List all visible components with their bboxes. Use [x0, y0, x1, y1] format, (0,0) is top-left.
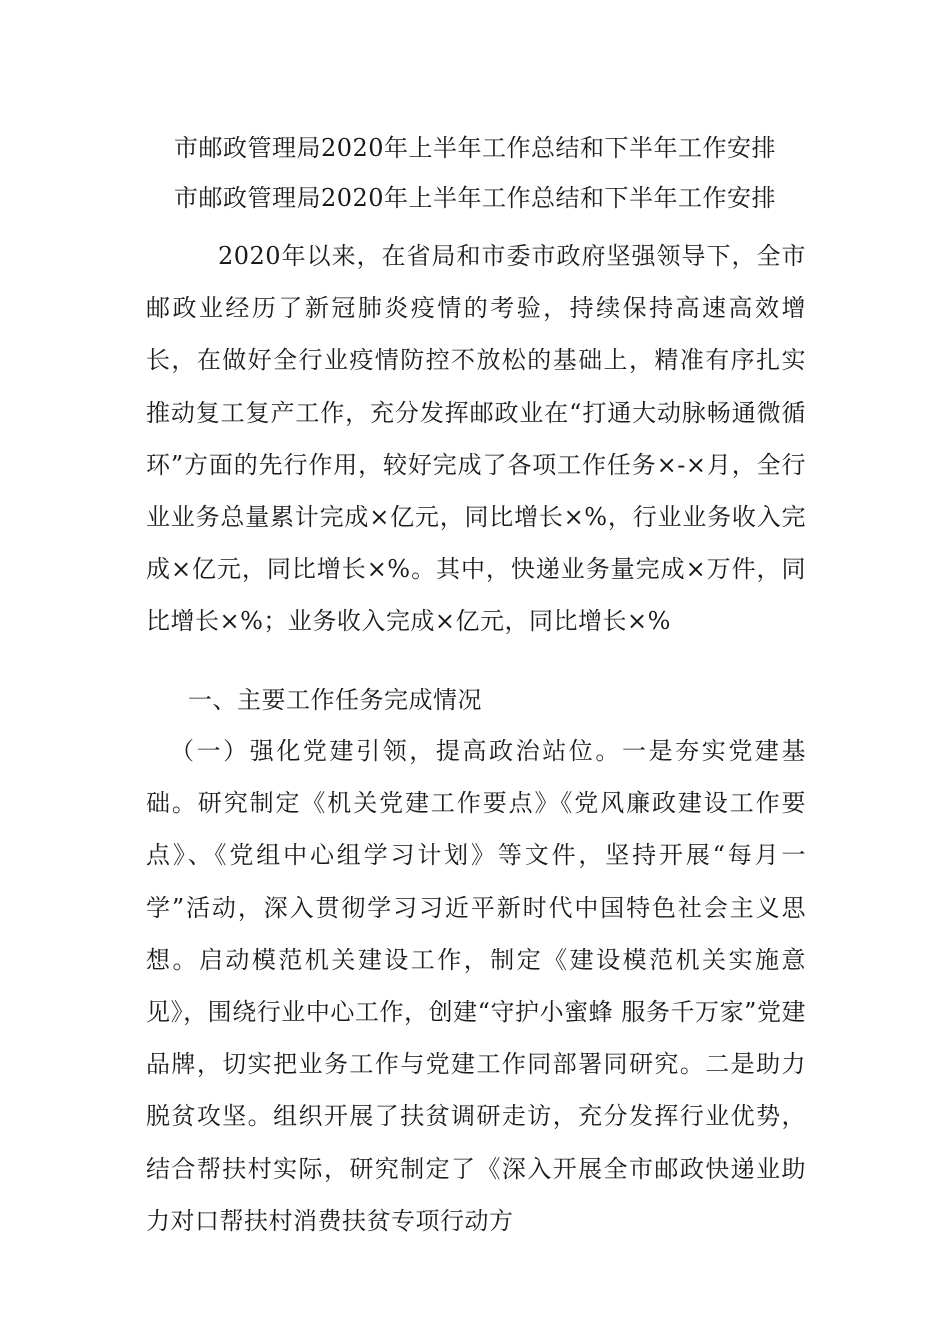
document-subtitle: 市邮政管理局2020年上半年工作总结和下半年工作安排: [173, 184, 777, 212]
paragraph-party-building: （一）强化党建引领，提高政治站位。一是夯实党建基础。研究制定《机关党建工作要点》《党风廉政建设工作要点》、《党组中心组学习计划》等文件，坚持开展“每月一学”活动，深入贯彻学习习近平新时代中国特色社会主义思想。启动模范机关建设工作，制定《建设模范机关实施意见》，围绕行业中心工作，创建“守护小蜜蜂 服务千万家”党建品牌，切实把业务工作与党建工作同部署同研究。二是助力脱贫攻坚。组织开展了扶贫调研走访，充分发挥行业优势，结合帮扶村实际，研究制定了《深入开展全市邮政快递业助力对口帮扶村消费扶贫专项行动方: [146, 737, 806, 1235]
document-title: 市邮政管理局2020年上半年工作总结和下半年工作安排: [173, 134, 777, 162]
paragraph-summary: 2020年以来，在省局和市委市政府坚强领导下，全市邮政业经历了新冠肺炎疫情的考验，持续保持高速高效增长，在做好全行业疫情防控不放松的基础上，精准有序扎实推动复工复产工作，充分发挥邮政业在“打通大动脉畅通微循环”方面的先行作用，较好完成了各项工作任务×-×月，全行业业务总量累计完成×亿元，同比增长×%，行业业务收入完成×亿元，同比增长×%。其中，快递业务量完成×万件，同比增长×%；业务收入完成×亿元，同比增长×%: [146, 242, 806, 636]
section-heading: 一、主要工作任务完成情况: [188, 686, 482, 714]
